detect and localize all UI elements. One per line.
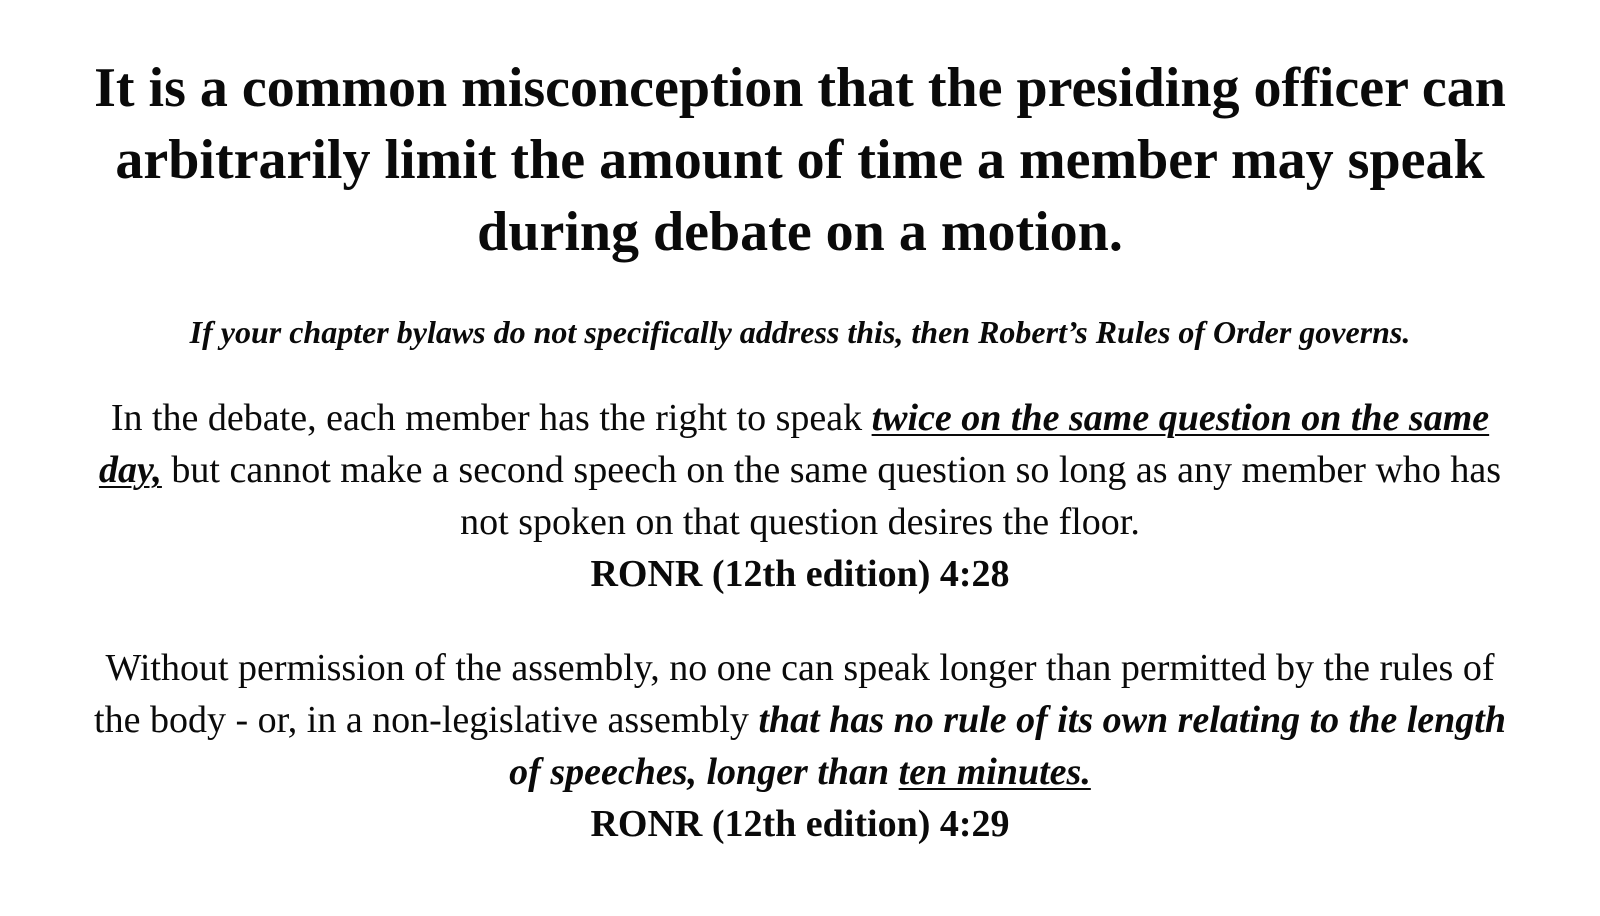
citation-4-28: RONR (12th edition) 4:28: [590, 553, 1010, 595]
rule-paragraph-4-29: [80, 642, 1520, 850]
rule-4-29-emphasis: that has no rule of its own relating to the length of speeches, longer than: [509, 699, 1506, 793]
bylaws-note: If your chapter bylaws do not specifically address this, then Robert’s Rules of Order governs.: [189, 314, 1411, 350]
rule-4-28-rest: but cannot make a second speech on the same question so long as any member who has not spoken on that question desires the floor.: [161, 449, 1502, 543]
rule-4-28-emphasis: twice on the same question on the same day,: [98, 397, 1490, 491]
citation-4-29: RONR (12th edition) 4:29: [590, 803, 1010, 845]
rule-4-28-lead: In the debate, each member has the right to speak: [110, 397, 872, 439]
rule-4-29-lead: Without permission of the assembly, no one can speak longer than permitted by the rules of the body - or, in a non-legislative assembly: [94, 647, 1495, 741]
headline: It is a common misconception that the presiding officer can arbitrarily limit the amount of time a member may speak during debate on a motion.: [94, 57, 1506, 263]
rule-paragraph-4-28: [80, 392, 1520, 600]
rule-4-29-emphasis-underlined: ten minutes.: [898, 751, 1091, 793]
